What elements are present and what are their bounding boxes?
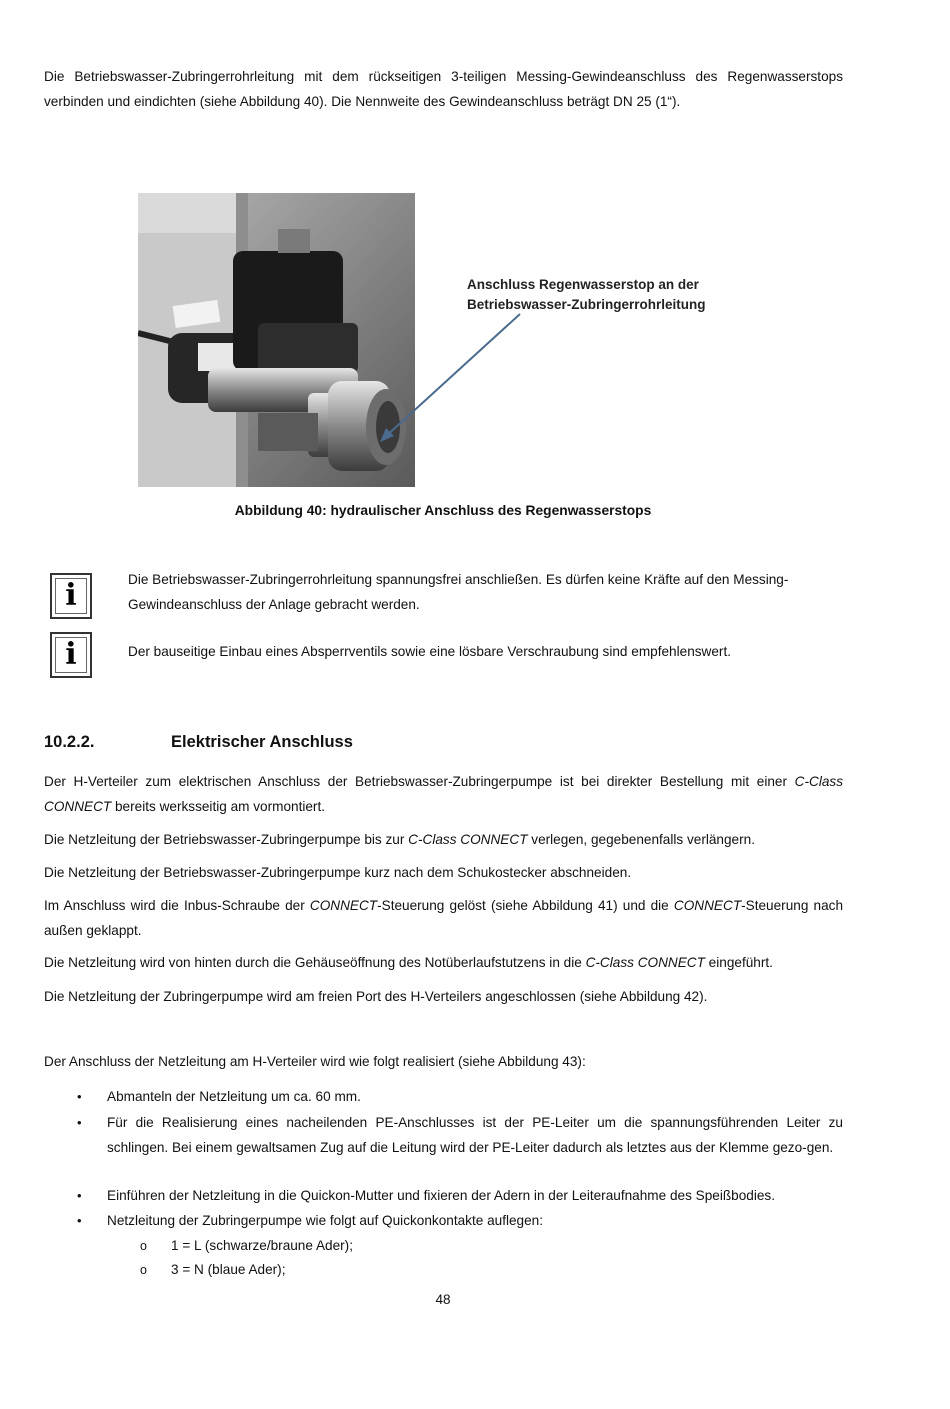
info-icon-glyph: i: [65, 637, 77, 672]
sub-bullet-item: 1 = L (schwarze/braune Ader);: [171, 1238, 353, 1253]
bullet-item: Abmanteln der Netzleitung um ca. 60 mm.: [107, 1089, 361, 1104]
paragraph-6: Die Netzleitung der Zubringerpumpe wird am freien Port des H-Verteilers angeschlossen (siehe Abbildung 42).: [44, 989, 708, 1004]
info-icon: [50, 573, 92, 619]
bullet-item: Netzleitung der Zubringerpumpe wie folgt auf Quickonkontakte auflegen:: [107, 1213, 544, 1228]
paragraph-2-emphasis: C-Class CONNECT: [408, 832, 528, 847]
figure-callout: [467, 275, 706, 315]
bullet-item: Für die Realisierung eines nacheilenden PE-Anschlusses ist der PE-Leiter um die spannungsführenden Leiter zu schlingen. Bei einem gewaltsamen Zug auf die Leitung wird der PE-Leiter dadurch als letztes aus der Klemme gezo-gen.: [107, 1115, 843, 1155]
paragraph-5-text-a: Die Netzleitung wird von hinten durch die Gehäuseöffnung des Notüberlaufstutzens in die: [44, 955, 586, 970]
callout-line-1: Anschluss Regenwasserstop an der: [467, 277, 699, 292]
paragraph-4-text-b: -Steuerung gelöst (siehe Abbildung 41) und die: [377, 898, 674, 913]
bullet-marker: •: [77, 1213, 82, 1228]
note-2-line-1: Der bauseitige Einbau eines Absperrventils sowie eine lösbare Verschraubung sind empfehlenswert.: [128, 644, 732, 659]
intro-paragraph: [44, 65, 843, 114]
sub-bullet-marker: o: [140, 1263, 147, 1277]
paragraph-2-text-a: Die Netzleitung der Betriebswasser-Zubringerpumpe bis zur: [44, 832, 409, 847]
paragraph-5-emphasis: C-Class CONNECT: [585, 955, 705, 970]
paragraph-2: [44, 828, 843, 853]
bullet-marker: •: [77, 1188, 82, 1203]
sub-bullet-item: 3 = N (blaue Ader);: [171, 1262, 286, 1277]
paragraph-1: [44, 770, 843, 819]
paragraph-4-text-c: -Steuerung nach außen geklappt.: [44, 898, 844, 938]
note-1-text: [128, 568, 843, 617]
callout-arrow: [370, 310, 540, 450]
paragraph-1-text-b: bereits werksseitig am vormontiert.: [111, 798, 326, 814]
paragraph-4: [44, 894, 843, 943]
bullet-item: Einführen der Netzleitung in die Quickon-Mutter und fixieren der Adern in der Leiteraufnahme des Speißbodies.: [107, 1188, 775, 1203]
paragraph-4-emphasis-2: CONNECT: [673, 898, 742, 913]
paragraph-5-text-b: eingeführt.: [704, 955, 773, 970]
paragraph-5: [44, 951, 843, 976]
paragraph-2-text-b: verlegen, gegebenenfalls verlängern.: [527, 832, 755, 847]
page-number: 48: [435, 1292, 451, 1307]
section-title: Elektrischer Anschluss: [171, 733, 353, 751]
paragraph-4-text-a: Im Anschluss wird die Inbus-Schraube der: [44, 898, 310, 913]
paragraph-7: Der Anschluss der Netzleitung am H-Verteiler wird wie folgt realisiert (siehe Abbildung 43):: [44, 1054, 586, 1069]
paragraph-1-emphasis: C-Class CONNECT: [44, 774, 843, 814]
paragraph-1-text-a: Der H-Verteiler zum elektrischen Anschluss der Betriebswasser-Zubringerpumpe ist bei direkter Bestellung mit einer: [44, 774, 795, 789]
note-1-line-2: Gewindeanschluss der Anlage gebracht werden.: [128, 596, 420, 612]
section-number: 10.2.2.: [44, 733, 95, 751]
figure-caption: Abbildung 40: hydraulischer Anschluss des Regenwasserstops: [234, 503, 652, 518]
paragraph-3: Die Netzleitung der Betriebswasser-Zubringerpumpe kurz nach dem Schukostecker abschneiden.: [44, 865, 632, 880]
info-icon: [50, 632, 92, 678]
intro-line-1: Die Betriebswasser-Zubringerrohrleitung mit dem rückseitigen 3-teiligen Messing-Gewindeanschluss des Regenwasserstops: [44, 69, 843, 84]
sub-bullet-marker: o: [140, 1239, 147, 1253]
bullet-marker: •: [77, 1089, 82, 1104]
paragraph-4-emphasis-1: CONNECT: [309, 898, 378, 913]
note-1-line-1: Die Betriebswasser-Zubringerrohrleitung spannungsfrei anschließen. Es dürfen keine Kräfte auf den Messing-: [128, 572, 789, 587]
note-2-text: [128, 640, 843, 665]
bullet-marker: •: [77, 1115, 82, 1130]
info-icon-glyph: i: [65, 578, 77, 613]
callout-line-2: Betriebswasser-Zubringerrohrleitung: [467, 297, 706, 312]
intro-line-2: verbinden und eindichten (siehe Abbildung 40). Die Nennweite des Gewindeanschluss beträgt DN 25 (1“).: [44, 93, 681, 109]
